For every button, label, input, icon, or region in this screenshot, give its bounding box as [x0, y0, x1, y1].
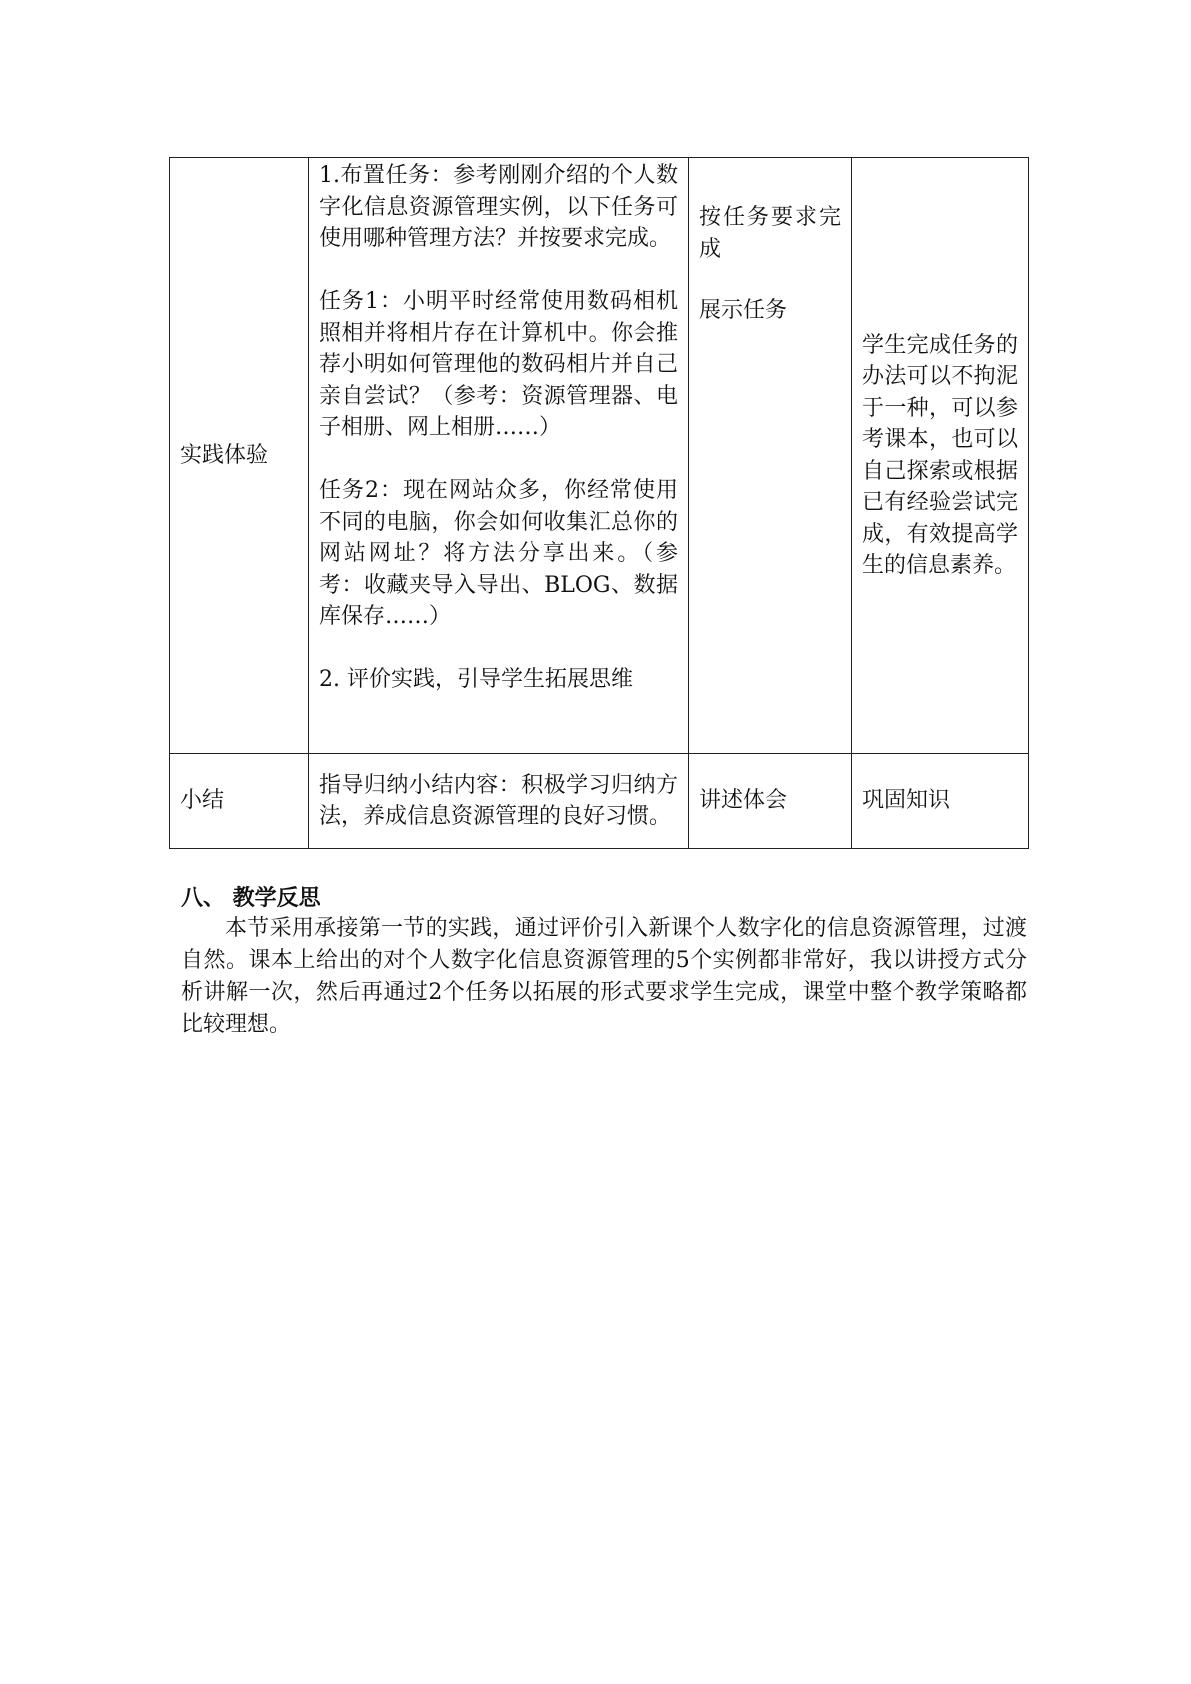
paragraph-gap	[319, 444, 678, 476]
table-row-practice	[170, 158, 1029, 754]
stage-label-summary: 小结	[180, 788, 225, 814]
table-row-summary	[170, 754, 1029, 849]
design-intent-summary: 巩固知识	[862, 788, 951, 814]
student-summary-text: 讲述体会	[699, 788, 788, 814]
stage-label-practice: 实践体验	[180, 442, 269, 468]
paragraph-gap	[319, 633, 678, 665]
paragraph-gap	[319, 255, 678, 287]
student-activity-1: 按任务要求完成	[699, 205, 841, 262]
teacher-summary-text: 指导归纳小结内容：积极学习归纳方法，养成信息资源管理的良好习惯。	[319, 772, 678, 829]
section-heading-reflection: 八、 教学反思	[181, 885, 321, 911]
student-activity-cell-practice	[689, 158, 852, 754]
teacher-paragraph-1: 1.布置任务：参考刚刚介绍的个人数字化信息资源管理实例，以下任务可使用哪种管理方法？并按要求完成。	[319, 163, 678, 251]
student-activity-2: 展示任务	[699, 298, 788, 323]
teacher-paragraph-3: 任务2：现在网站众多，你经常使用不同的电脑，你会如何收集汇总你的网站网址？将方法分享出来。（参考：收藏夹导入导出、BLOG、数据库保存……）	[319, 478, 678, 629]
teacher-paragraph-4: 2. 评价实践，引导学生拓展思维	[319, 667, 633, 692]
teacher-paragraph-2: 任务1：小明平时经常使用数码相机照相并将相片存在计算机中。你会推荐小明如何管理他的数码相片并自己亲自尝试？（参考：资源管理器、电子相册、网上相册……）	[319, 289, 678, 440]
design-intent-cell-practice	[852, 158, 1029, 754]
lesson-plan-table	[169, 157, 1029, 849]
stage-cell-practice	[170, 158, 309, 754]
design-intent-cell-summary	[852, 754, 1029, 849]
student-activity-cell-summary	[689, 754, 852, 849]
design-intent-practice: 学生完成任务的办法可以不拘泥于一种，可以参考课本，也可以自己探索或根据已有经验尝试完成，有效提高学生的信息素养。	[862, 332, 1018, 578]
reflection-paragraph: 本节采用承接第一节的实践，通过评价引入新课个人数字化的信息资源管理，过渡自然。课本上给出的对个人数字化信息资源管理的5个实例都非常好，我以讲授方式分析讲解一次，然后再通过2个任务以拓展的形式要求学生完成，课堂中整个教学策略都比较理想。	[181, 916, 1027, 1037]
stage-cell-summary	[170, 754, 309, 849]
teacher-activity-cell-summary	[309, 754, 689, 849]
teacher-activity-cell-practice	[309, 158, 689, 754]
